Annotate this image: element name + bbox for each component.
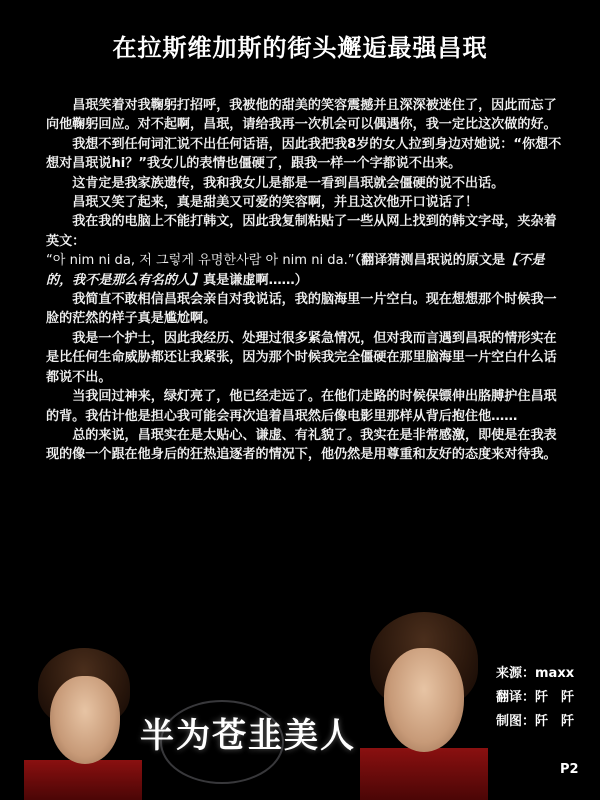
- jacket-shape: [360, 748, 488, 800]
- page-title: 在拉斯维加斯的街头邂逅最强昌珉: [112, 34, 488, 62]
- face-shape: [384, 648, 464, 752]
- translation-note-emphasis: 【不是的，我不是那么有名的人】: [46, 253, 545, 288]
- jacket-shape: [24, 760, 142, 800]
- logo: 半为苍韭美人: [140, 716, 356, 756]
- quote-paragraph: [46, 251, 566, 290]
- paragraph-2: 我想不到任何词汇说不出任何话语，因此我把我8岁的女人拉到身边对她说：“你想不想对昌珉说hi？”我女儿的表情也僵硬了，跟我一样一个字都说不出来。: [46, 136, 562, 172]
- credit-design: 制图：阡 阡: [496, 714, 575, 729]
- portrait-photo-right: [360, 612, 488, 800]
- paragraph-7: 我是一个护士，因此我经历、处理过很多紧急情况，但对我而言遇到昌珉的情形实在是比任何生命威胁都还让我紧张，因为那个时候我完全僵硬在那里脑海里一片空白什么话都说不出。: [46, 330, 557, 385]
- page-number: P2: [560, 762, 579, 777]
- paragraph-5: 我在我的电脑上不能打韩文，因此我复制粘贴了一些从网上找到的韩文字母，夹杂着英文：: [46, 214, 557, 249]
- credit-source: 来源：maxx: [496, 666, 575, 681]
- paragraph-9: 总的来说，昌珉实在是太贴心、谦虚、有礼貌了。我实在是非常感激，即使是在我表现的像一个跟在他身后的狂热追逐者的情况下，他仍然是用尊重和友好的态度来对待我。: [46, 427, 557, 463]
- article-body: [46, 96, 566, 465]
- credit-translate: 翻译：阡 阡: [496, 690, 575, 705]
- translation-note-prefix: （翻译猜测昌珉说的原文是: [354, 253, 506, 269]
- paragraph-4: 昌珉又笑了起来，真是甜美又可爱的笑容啊，并且这次他开口说话了！: [72, 195, 479, 211]
- portrait-photo-left: [24, 648, 142, 800]
- korean-quote: “아 nim ni da, 저 그렇게 유명한사람 아 nim ni da.”: [46, 253, 355, 269]
- paragraph-1: 昌珉笑着对我鞠躬打招呼，我被他的甜美的笑容震撼并且深深被迷住了，因此而忘了向他鞠躬回应。对不起啊，昌珉，请给我再一次机会可以偶遇你，我一定比这次做的好。: [46, 98, 557, 133]
- credits: [496, 662, 596, 734]
- paragraph-3: 这肯定是我家族遗传，我和我女儿是都是一看到昌珉就会僵硬的说不出话。: [72, 175, 505, 191]
- translation-note-suffix: 真是谦虚啊……）: [203, 272, 308, 288]
- face-shape: [50, 676, 120, 764]
- paragraph-6: 我简直不敢相信昌珉会亲自对我说话，我的脑海里一片空白。现在想想那个时候我一脸的茫然的样子真是尴尬啊。: [46, 292, 557, 327]
- paragraph-8: 当我回过神来，绿灯亮了，他已经走远了。在他们走路的时候保镖伸出胳膊护住昌珉的背。我估计他是担心我可能会再次追着昌珉然后像电影里那样从背后抱住他……: [46, 389, 557, 424]
